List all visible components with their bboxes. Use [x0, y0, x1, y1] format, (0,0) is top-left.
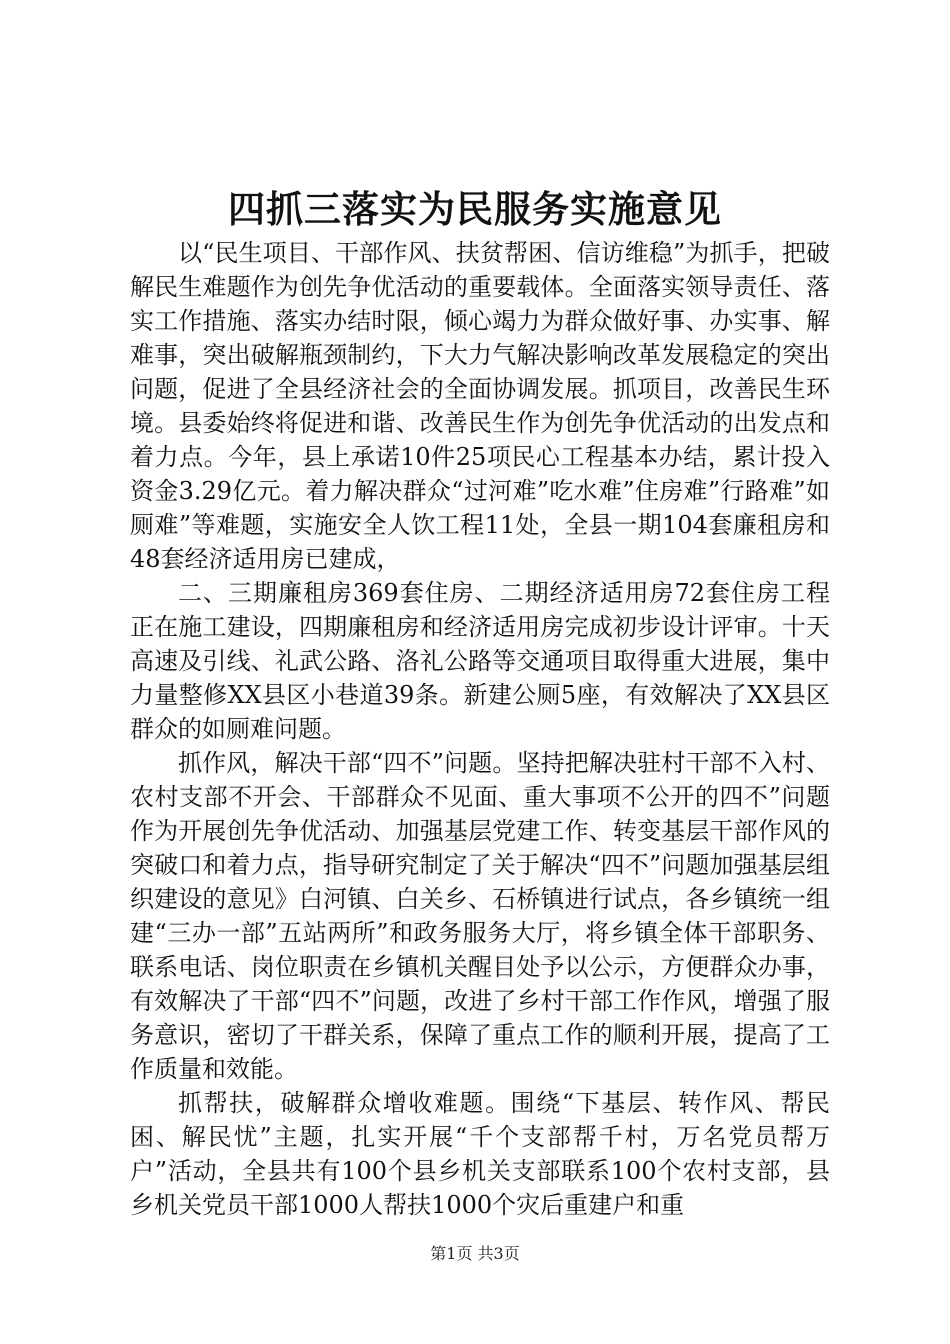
- paragraph-4: 抓帮扶，破解群众增收难题。围绕“下基层、转作风、帮民困、解民忧”主题，扎实开展“千个支部帮千村，万名党员帮万户”活动，全县共有100个县乡机关支部联系100个农村支部，县乡机关党员干部1000人帮扶1000个灾后重建户和重: [130, 1089, 830, 1219]
- paragraph-1: 以“民生项目、干部作风、扶贫帮困、信访维稳”为抓手，把破解民生难题作为创先争优活动的重要载体。全面落实领导责任、落实工作措施、落实办结时限，倾心竭力为群众做好事、办实事、解难事，突出破解瓶颈制约，下大力气解决影响改革发展稳定的突出问题，促进了全县经济社会的全面协调发展。抓项目，改善民生环境。县委始终将促进和谐、改善民生作为创先争优活动的出发点和着力点。今年，县上承诺10件25项民心工程基本办结，累计投入资金3.29亿元。着力解决群众“过河难”吃水难”住房难”行路难”如厕难”等难题，实施安全人饮工程11处，全县一期104套廉租房和48套经济适用房已建成，: [130, 239, 830, 573]
- page-number-footer: 第1页 共3页: [430, 1244, 520, 1263]
- document-title: 四抓三落实为民服务实施意见: [228, 187, 722, 231]
- document-body: [130, 236, 830, 1222]
- paragraph-3: 抓作风，解决干部“四不”问题。坚持把解决驻村干部不入村、农村支部不开会、干部群众不见面、重大事项不公开的四不”问题作为开展创先争优活动、加强基层党建工作、转变基层干部作风的突破口和着力点，指导研究制定了关于解决“四不”问题加强基层组织建设的意见》白河镇、白关乡、石桥镇进行试点，各乡镇统一组建“三办一部”五站两所”和政务服务大厅，将乡镇全体干部职务、联系电话、岗位职责在乡镇机关醒目处予以公示，方便群众办事，有效解决了干部“四不”问题，改进了乡村干部工作作风，增强了服务意识，密切了干群关系，保障了重点工作的顺利开展，提高了工作质量和效能。: [130, 749, 830, 1083]
- paragraph-2: 二、三期廉租房369套住房、二期经济适用房72套住房工程正在施工建设，四期廉租房和经济适用房完成初步设计评审。十天高速及引线、礼武公路、洛礼公路等交通项目取得重大进展，集中力量整修XX县区小巷道39条。新建公厕5座，有效解决了XX县区群众的如厕难问题。: [130, 579, 830, 743]
